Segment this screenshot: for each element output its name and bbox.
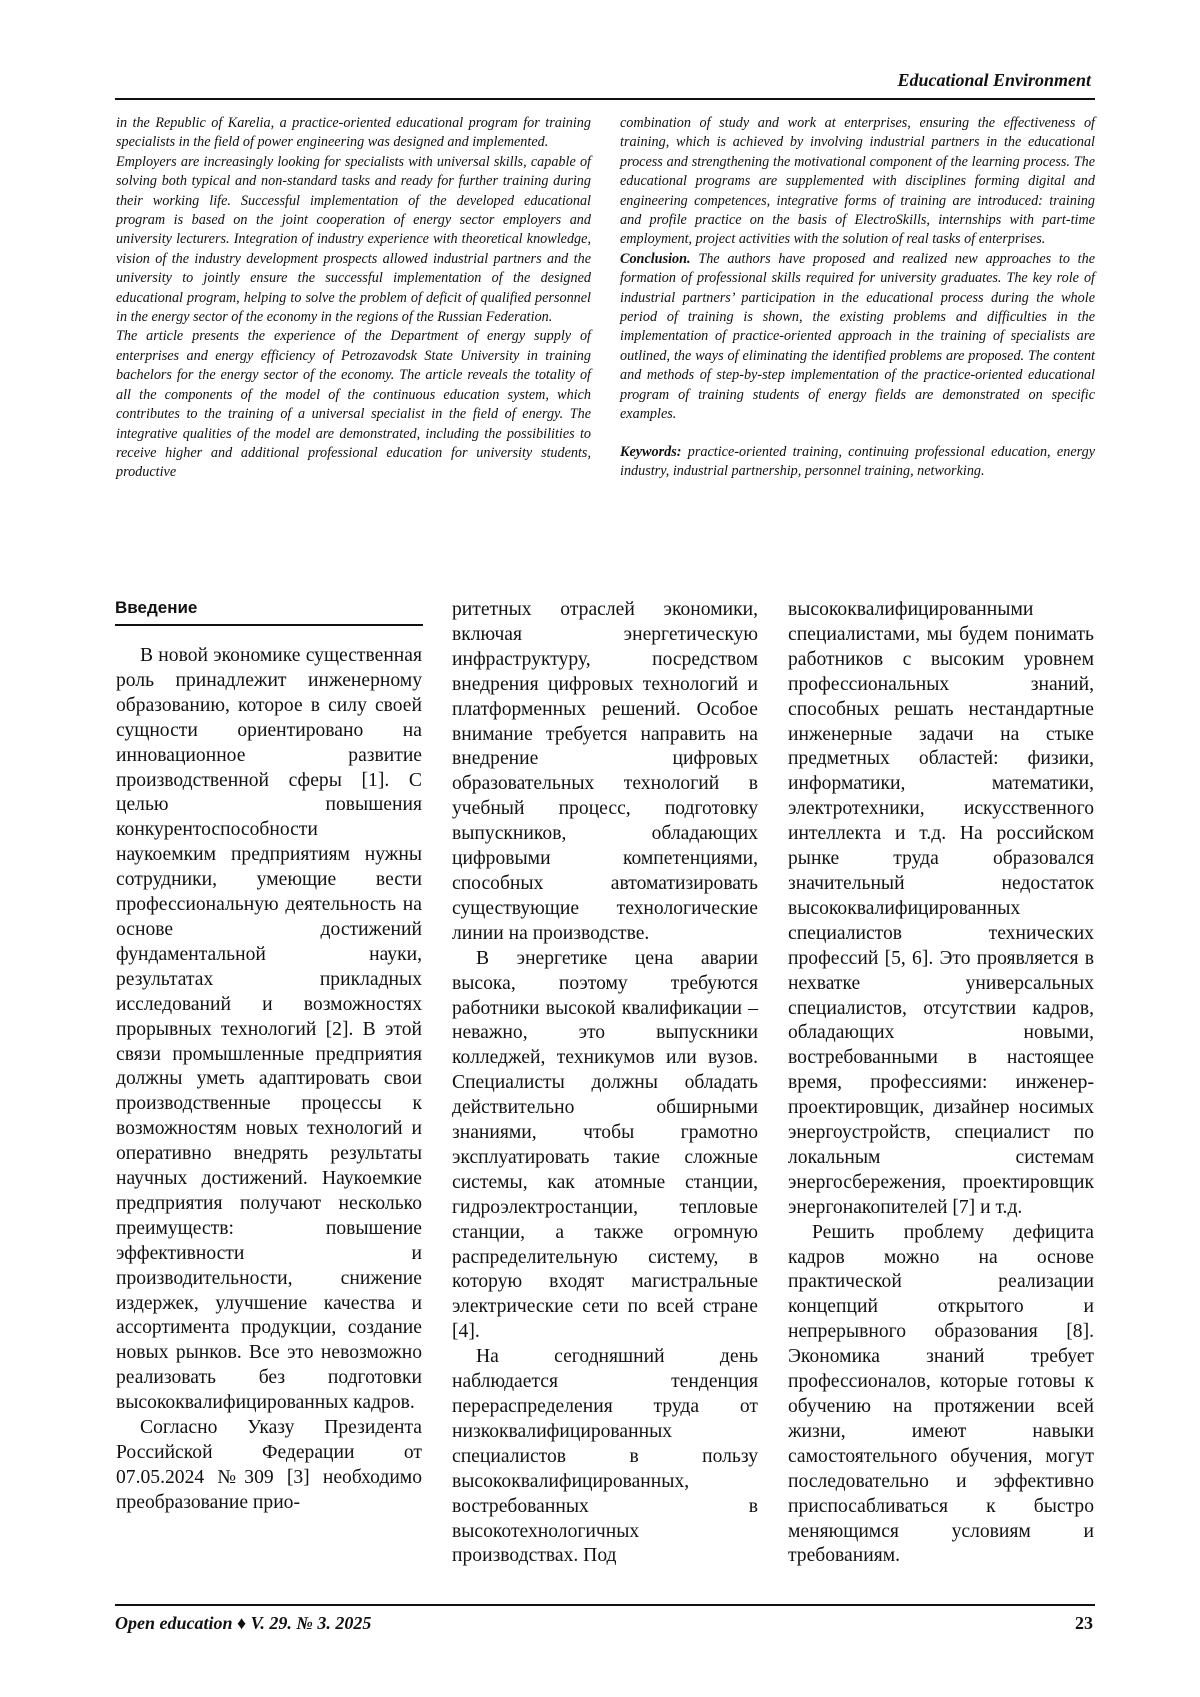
body-column-3 xyxy=(788,598,1094,1569)
journal-citation: Open education ♦ V. 29. № 3. 2025 xyxy=(115,1613,372,1633)
keywords xyxy=(620,443,1095,482)
body-column-2 xyxy=(452,598,758,1569)
body-paragraph: В новой экономике существенная роль принадлежит инженерному образованию, которое в силу своей сущности ориентировано на инновационное развитие производственной сферы [1]. С целью повышения конкурентоспособности наукоемким предприятиям нужны сотрудники, умеющие вести профессиональную деятельность на основе достижений фундаментальной науки, результатах прикладных исследований и возможностях прорывных технологий [2]. В этой связи промышленные предприятия должны уметь адаптировать свои производственные процессы к возможностям новых технологий и оперативно внедрять результаты научных достижений. Наукоемкие предприятия получают несколько преимуществ: повышение эффективности и производительности, снижение издержек, улучшение качества и ассортимента продукции, создание новых рынков. Все это невозможно реализовать без подготовки высококвалифицированных кадров. xyxy=(116,645,422,1414)
abstract-left-column xyxy=(116,114,591,483)
abstract-paragraph: in the Republic of Karelia, a practice-oriented educational program for training specialists in the field of power engineering was designed and implemented. xyxy=(116,115,591,151)
keywords-text: practice-oriented training, continuing professional education, energy industry, industrial partnership, personnel training, networking. xyxy=(620,443,1095,479)
conclusion-text: The authors have proposed and realized new approaches to the formation of professional skills required for university graduates. The key role of industrial partners’ participation in the educational process during the whole period of training is shown, the existing problems and difficulties in the implementation of practice-oriented approach in the training of specialists are outlined, the ways of eliminating the identified problems are proposed. The content and methods of step-by-step implementation of the practice-oriented educational program of training students of energy fields are demonstrated on specific examples. xyxy=(620,250,1095,423)
body-paragraph: На сегодняшний день наблюдается тенденция перераспределения труда от низкоквалифицированных специалистов в пользу высококвалифицированных, востребованных в высокотехнологичных производствах. Под xyxy=(452,1346,758,1567)
body-paragraph: Согласно Указу Президента Российской Федерации от 07.05.2024 №309 [3] необходимо преобразование прио- xyxy=(116,1417,422,1513)
abstract-paragraph: combination of study and work at enterprises, ensuring the effectiveness of training, which is achieved by involving industrial partners in the educational process and strengthening the motivational component of the learning process. The educational programs are supplemented with disciplines forming digital and engineering competences, integrative forms of training are introduced: training and profile practice on the basis of ElectroSkills, internships with part-time employment, project activities with the solution of real tasks of enterprises. xyxy=(620,115,1095,248)
abstract-paragraph: The article presents the experience of the Department of energy supply of enterprises and energy efficiency of Petrozavodsk State University in training bachelors for the energy sector of the economy. The article reveals the totality of all the components of the model of the continuous education system, which contributes to the training of a universal specialist in the field of energy. The integrative qualities of the model are demonstrated, including the possibilities to receive higher and additional professional education for university students, productive xyxy=(116,328,591,481)
abstract-conclusion xyxy=(620,250,1095,425)
body-paragraph: Решить проблему дефицита кадров можно на основе практической реализации концепций открытого и непрерывного образования [8]. Экономика знаний требует профессионалов, которые готовы к обучению на протяжении всей жизни, имеют навыки самостоятельного обучения, могут последовательно и эффективно приспосабливаться к быстро меняющимся условиям и требованиям. xyxy=(788,1221,1094,1567)
page-number: 23 xyxy=(1075,1613,1093,1633)
body-paragraph: высококвалифицированными специалистами, мы будем понимать работников с высоким уровнем профессиональных знаний, способных решать нестандартные инженерные задачи на стыке предметных областей: физики, информатики, математики, электротехники, искусственного интеллекта и т.д. На российском рынке труда образовался значительный недостаток высококвалифицированных специалистов технических профессий [5, 6]. Это проявляется в нехватке универсальных специалистов, отсутствии кадров, обладающих новыми, востребованными в настоящее время, профессиями: инженер-проектировщик, дизайнер носимых энергоустройств, специалист по локальным системам энергосбережения, проектировщик энергонакопителей [7] и т.д. xyxy=(788,599,1094,1218)
conclusion-label: Conclusion. xyxy=(620,250,691,267)
abstract-right-column xyxy=(620,114,1095,481)
body-paragraph: В энергетике цена аварии высока, поэтому требуются работники высокой квалификации – неважно, это выпускники колледжей, техникумов или вузов. Специалисты должны обладать действительно обширными знаниями, чтобы грамотно эксплуатировать такие сложные системы, как атомные станции, гидроэлектростанции, тепловые станции, а также огромную распределительную систему, в которую входят магистральные электрические сети по всей стране [4]. xyxy=(452,947,758,1343)
page-footer xyxy=(115,1604,1095,1640)
body-column-1 xyxy=(116,644,422,1516)
section-heading: Введение xyxy=(115,598,198,617)
body-paragraph: ритетных отраслей экономики, включая энергетическую инфраструктуру, посредством внедрения цифровых технологий и платформенных решений. Особое внимание требуется направить на внедрение цифровых образовательных технологий в учебный процесс, подготовку выпускников, обладающих цифровыми компетенциями, способных автоматизировать существующие технологические линии на производстве. xyxy=(452,599,758,944)
running-header xyxy=(115,66,1095,100)
section-title: Educational Environment xyxy=(897,70,1091,90)
abstract-paragraph: Employers are increasingly looking for specialists with universal skills, capable of solving both typical and non-standard tasks and ready for further training during their working life. Successful implementation of the developed educational program is based on the joint cooperation of energy sector employers and university lecturers. Integration of industry experience with theoretical knowledge, vision of the industry development prospects allowed industrial partners and the university to jointly ensure the successful implementation of the designed educational program, helping to solve the problem of deficit of qualified personnel in the energy sector of the economy in the regions of the Russian Federation. xyxy=(116,153,591,326)
keywords-label: Keywords: xyxy=(620,443,682,460)
intro-heading-block xyxy=(115,596,423,626)
